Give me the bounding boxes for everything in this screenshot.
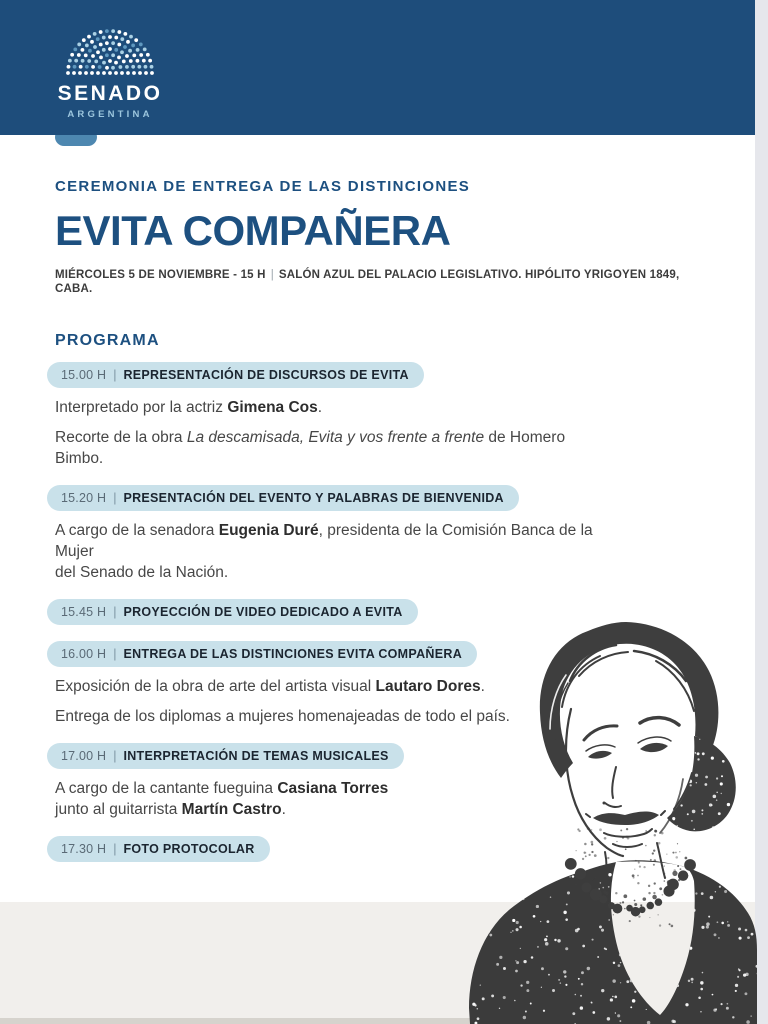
program-item [55,743,715,820]
ceremony-kicker: CEREMONIA DE ENTREGA DE LAS DISTINCIONES [55,178,471,195]
pill-time: 16.00 H [61,647,107,661]
program-item [55,641,715,727]
program-paragraph: A cargo de la senadora Eugenia Duré, presidenta de la Comisión Banca de la Mujer del Senado de la Nación. [55,522,593,581]
header-band [0,0,755,135]
program-paragraph: Entrega de los diplomas a mujeres homenajeadas de todo el país. [55,708,510,725]
program-list [55,362,715,862]
pill-separator: | [113,647,117,661]
program-time-pill [47,362,424,388]
event-meta-line [55,268,715,296]
pill-title: PRESENTACIÓN DEL EVENTO Y PALABRAS DE BIENVENIDA [123,491,504,505]
pill-title: ENTREGA DE LAS DISTINCIONES EVITA COMPAÑERA [123,647,463,661]
program-heading: PROGRAMA [55,332,160,349]
meta-separator: | [270,269,274,281]
program-item [55,362,715,469]
pill-title: REPRESENTACIÓN DE DISCURSOS DE EVITA [123,368,409,382]
pill-time: 15.20 H [61,491,107,505]
program-time-pill [47,641,477,667]
program-paragraph: Exposición de la obra de arte del artista visual Lautaro Dores. [55,678,485,695]
pill-time: 15.45 H [61,605,107,619]
pill-separator: | [113,368,117,382]
pill-title: PROYECCIÓN DE VIDEO DEDICADO A EVITA [123,605,403,619]
pill-separator: | [113,749,117,763]
pill-separator: | [113,491,117,505]
pill-time: 17.30 H [61,842,107,856]
event-venue: SALÓN AZUL DEL PALACIO LEGISLATIVO. HIPÓLITO YRIGOYEN 1849, CABA. [55,269,680,295]
program-time-pill [47,743,404,769]
event-date: MIÉRCOLES 5 DE NOVIEMBRE - 15 H [55,269,266,281]
logo-argentina-text: ARGENTINA [67,109,153,120]
program-time-pill [47,599,418,625]
pill-time: 17.00 H [61,749,107,763]
program-paragraph: A cargo de la cantante fueguina Casiana Torres junto al guitarrista Martín Castro. [55,780,389,818]
senado-dome-icon [55,27,165,75]
pill-separator: | [113,605,117,619]
logo-senado-text: SENADO [57,82,163,105]
pill-title: FOTO PROTOCOLAR [123,842,255,856]
program-paragraph: Recorte de la obra La descamisada, Evita y vos frente a frente de Homero Bimbo. [55,429,566,467]
pill-separator: | [113,842,117,856]
program-time-pill [47,836,270,862]
senado-logo [55,27,165,120]
page-title: EVITA COMPAÑERA [55,207,451,254]
program-item [55,599,715,625]
program-time-pill [47,485,519,511]
pill-title: INTERPRETACIÓN DE TEMAS MUSICALES [123,749,389,763]
pill-time: 15.00 H [61,368,107,382]
program-paragraph: Interpretado por la actriz Gimena Cos. [55,399,323,416]
program-item [55,485,715,583]
program-item [55,836,715,862]
content-column [55,178,715,862]
